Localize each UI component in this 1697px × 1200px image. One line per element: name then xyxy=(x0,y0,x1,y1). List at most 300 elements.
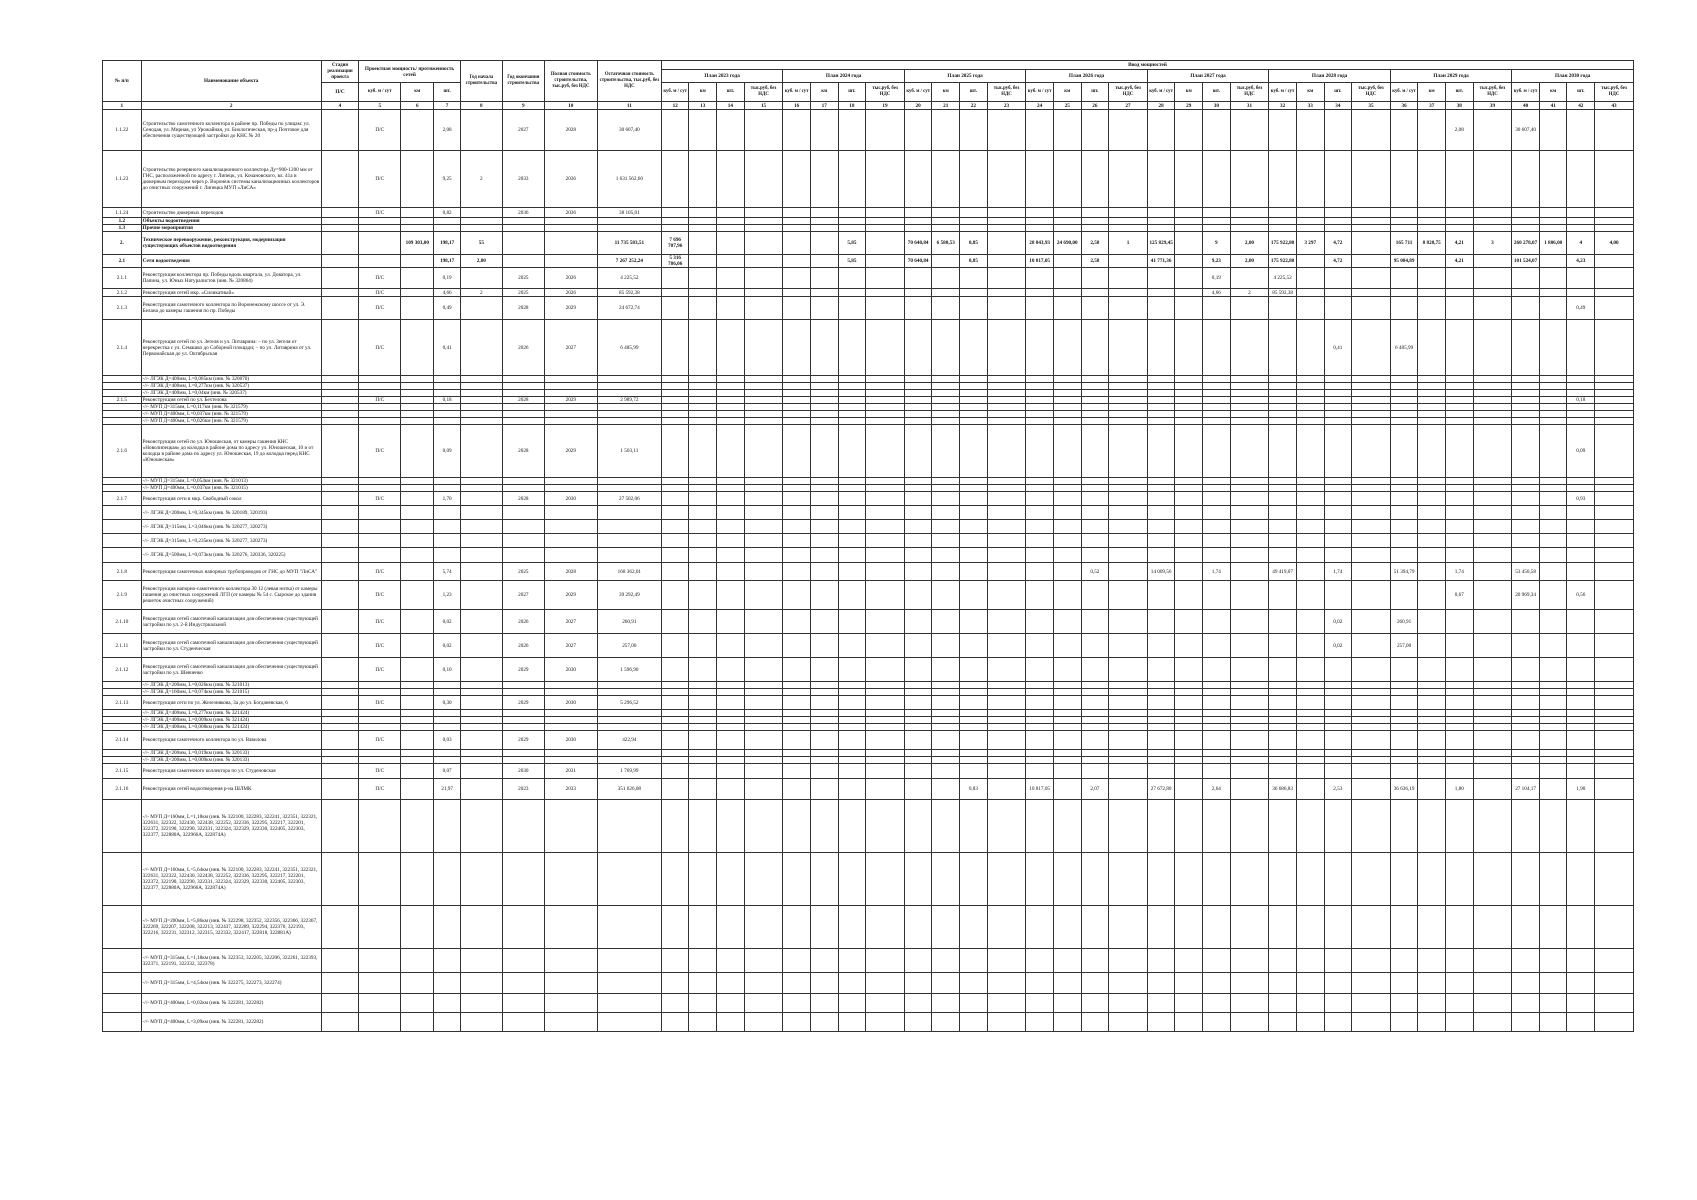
table-cell xyxy=(1026,906,1054,949)
table-cell xyxy=(661,208,689,218)
table-cell xyxy=(744,779,783,800)
table-row xyxy=(103,717,1634,724)
table-cell: 2,64 xyxy=(1203,779,1231,800)
table-cell xyxy=(717,689,745,696)
table-cell xyxy=(1324,297,1352,320)
table-cell xyxy=(1081,750,1109,757)
table-cell xyxy=(1567,750,1595,757)
table-cell xyxy=(1269,764,1297,779)
table-cell xyxy=(544,994,597,1013)
table-cell xyxy=(1324,750,1352,757)
table-cell xyxy=(1324,717,1352,724)
table-cell xyxy=(1269,548,1297,563)
table-cell xyxy=(321,218,359,225)
plan-unit-header: тыс.руб, без НДС xyxy=(987,83,1026,102)
table-cell xyxy=(866,717,905,724)
table-cell xyxy=(1109,390,1148,397)
table-cell xyxy=(434,478,461,485)
table-cell: 0,82 xyxy=(434,208,461,218)
table-cell xyxy=(1296,383,1324,390)
table-cell: 0,85 xyxy=(960,255,988,268)
table-cell xyxy=(1230,581,1269,610)
object-name: -//- ЛГЭК Д=500мм, L=0,073км (инв. № 320276, 320336, 320225) xyxy=(141,548,321,563)
table-cell xyxy=(321,853,359,906)
table-cell xyxy=(1352,800,1391,853)
table-cell xyxy=(1175,534,1203,548)
table-cell xyxy=(1473,534,1512,548)
table-cell xyxy=(1026,724,1054,731)
object-name: -//- МУП Д=400мм, L=0,037км (инв. № 321579) xyxy=(141,411,321,418)
table-cell xyxy=(1473,478,1512,485)
row-number: 2.1.15 xyxy=(103,764,142,779)
table-cell xyxy=(838,1013,866,1032)
table-cell xyxy=(1053,994,1081,1013)
table-cell xyxy=(1595,800,1634,853)
table-cell xyxy=(904,717,932,724)
object-name: Реконструкция сети в мкр. Свободный сокол xyxy=(141,492,321,506)
table-cell xyxy=(689,492,717,506)
table-cell: 85 592,38 xyxy=(597,289,661,297)
table-cell xyxy=(932,218,960,225)
table-cell xyxy=(1418,320,1446,376)
table-cell xyxy=(904,581,932,610)
table-cell xyxy=(904,110,932,151)
table-cell xyxy=(1147,404,1175,411)
row-number xyxy=(103,1013,142,1032)
table-cell xyxy=(904,689,932,696)
table-cell: 0,09 xyxy=(1567,425,1595,478)
table-cell xyxy=(838,218,866,225)
table-cell xyxy=(1147,520,1175,534)
table-cell xyxy=(1203,506,1231,520)
table-cell xyxy=(1473,110,1512,151)
table-cell xyxy=(434,750,461,757)
table-cell xyxy=(689,724,717,731)
table-cell xyxy=(1269,397,1297,404)
table-cell xyxy=(866,289,905,297)
table-cell xyxy=(1175,411,1203,418)
table-cell xyxy=(321,404,359,411)
table-cell xyxy=(661,800,689,853)
table-cell xyxy=(1418,973,1446,994)
table-cell xyxy=(1512,425,1540,478)
table-cell xyxy=(460,634,502,658)
table-cell xyxy=(1147,425,1175,478)
table-cell xyxy=(1352,548,1391,563)
table-cell xyxy=(1324,151,1352,208)
table-cell xyxy=(1175,383,1203,390)
table-cell xyxy=(689,225,717,232)
row-number: 2. xyxy=(103,232,142,255)
table-cell xyxy=(717,297,745,320)
table-cell xyxy=(717,634,745,658)
table-cell xyxy=(987,689,1026,696)
table-cell xyxy=(1053,800,1081,853)
table-cell xyxy=(502,994,544,1013)
table-cell xyxy=(1539,581,1567,610)
table-cell xyxy=(1324,397,1352,404)
table-cell xyxy=(1512,534,1540,548)
table-cell xyxy=(838,418,866,425)
table-cell xyxy=(1595,218,1634,225)
table-cell xyxy=(866,232,905,255)
table-cell xyxy=(744,520,783,534)
table-cell xyxy=(744,949,783,973)
table-cell xyxy=(866,225,905,232)
table-cell xyxy=(661,376,689,383)
table-cell xyxy=(1026,485,1054,492)
table-cell: 2,00 xyxy=(1230,255,1269,268)
table-cell xyxy=(1567,563,1595,581)
table-cell xyxy=(783,268,811,289)
table-cell xyxy=(1081,949,1109,973)
table-cell xyxy=(1324,994,1352,1013)
table-cell xyxy=(1352,563,1391,581)
object-name: -//- ЛГЭК Д=200мм, L=0,026км (инв. № 321013) xyxy=(141,682,321,689)
table-cell xyxy=(1230,689,1269,696)
table-cell xyxy=(744,225,783,232)
table-cell: 2033 xyxy=(544,779,597,800)
table-cell xyxy=(321,634,359,658)
table-cell xyxy=(401,764,434,779)
table-cell: 2,00 xyxy=(1230,232,1269,255)
table-cell xyxy=(1595,268,1634,289)
table-cell xyxy=(783,710,811,717)
table-cell xyxy=(1269,151,1297,208)
table-cell xyxy=(1053,208,1081,218)
table-cell: 2 989,72 xyxy=(597,397,661,404)
table-cell xyxy=(987,973,1026,994)
table-cell xyxy=(597,506,661,520)
table-cell xyxy=(1109,534,1148,548)
table-cell xyxy=(1081,289,1109,297)
table-cell xyxy=(321,289,359,297)
table-cell xyxy=(1147,634,1175,658)
table-cell xyxy=(1053,750,1081,757)
table-cell xyxy=(502,973,544,994)
table-cell xyxy=(1230,548,1269,563)
table-cell xyxy=(1081,485,1109,492)
table-cell xyxy=(1473,724,1512,731)
table-cell xyxy=(1446,411,1474,418)
object-name: -//- МУП Д=400мм, L=3,09км (инв. № 322281, 322282) xyxy=(141,1013,321,1032)
table-cell xyxy=(1390,696,1418,710)
table-cell: 2029 xyxy=(544,397,597,404)
table-cell xyxy=(1473,411,1512,418)
table-cell xyxy=(689,764,717,779)
table-cell xyxy=(1230,506,1269,520)
table-cell xyxy=(1203,151,1231,208)
table-cell xyxy=(960,724,988,731)
table-cell xyxy=(460,208,502,218)
table-cell xyxy=(1269,710,1297,717)
table-row xyxy=(103,658,1634,682)
column-number: 5 xyxy=(359,102,401,110)
table-cell xyxy=(689,376,717,383)
table-cell xyxy=(783,255,811,268)
table-cell xyxy=(359,710,401,717)
table-cell xyxy=(1026,297,1054,320)
table-cell xyxy=(1203,731,1231,750)
table-cell xyxy=(689,581,717,610)
table-cell xyxy=(1081,411,1109,418)
table-cell xyxy=(597,906,661,949)
table-cell: 2029 xyxy=(544,297,597,320)
table-cell xyxy=(717,779,745,800)
table-cell xyxy=(502,376,544,383)
table-cell xyxy=(597,800,661,853)
table-cell xyxy=(838,994,866,1013)
table-cell xyxy=(1081,383,1109,390)
table-cell xyxy=(904,1013,932,1032)
table-cell xyxy=(460,764,502,779)
table-cell xyxy=(1203,297,1231,320)
table-cell: 0,02 xyxy=(1324,634,1352,658)
table-cell xyxy=(1230,750,1269,757)
table-cell xyxy=(1352,853,1391,906)
table-cell xyxy=(987,492,1026,506)
table-cell: 28 843,93 xyxy=(1026,232,1054,255)
table-cell xyxy=(1352,764,1391,779)
table-cell xyxy=(1539,696,1567,710)
table-cell: 257,00 xyxy=(1390,634,1418,658)
table-cell xyxy=(1512,853,1540,906)
table-cell xyxy=(960,634,988,658)
table-cell xyxy=(866,390,905,397)
table-cell xyxy=(1053,563,1081,581)
table-cell xyxy=(597,949,661,973)
table-cell xyxy=(1539,689,1567,696)
table-cell xyxy=(689,397,717,404)
table-cell xyxy=(960,800,988,853)
table-cell xyxy=(838,225,866,232)
table-cell xyxy=(1352,634,1391,658)
table-cell xyxy=(838,151,866,208)
table-cell xyxy=(810,485,838,492)
table-cell xyxy=(1026,548,1054,563)
table-cell: 39 292,49 xyxy=(597,581,661,610)
table-cell xyxy=(401,151,434,208)
table-cell xyxy=(1081,404,1109,411)
table-cell xyxy=(1473,689,1512,696)
object-name: -//- МУП Д=315мм, L=1,18км (инв. № 322353, 322205, 322206, 322261, 322393, 322371, 322191, 322332, 322378) xyxy=(141,949,321,973)
table-cell xyxy=(744,717,783,724)
table-cell xyxy=(544,383,597,390)
table-cell xyxy=(689,973,717,994)
table-cell xyxy=(1512,478,1540,485)
table-cell xyxy=(810,397,838,404)
table-cell xyxy=(783,225,811,232)
table-cell: 0,67 xyxy=(1446,581,1474,610)
plan-unit-header: тыс.руб, без НДС xyxy=(744,83,783,102)
plan-unit-header: шт. xyxy=(717,83,745,102)
table-cell xyxy=(717,492,745,506)
table-cell xyxy=(689,297,717,320)
table-cell xyxy=(1539,383,1567,390)
table-cell xyxy=(1595,994,1634,1013)
table-cell xyxy=(597,520,661,534)
table-cell xyxy=(1567,268,1595,289)
table-cell xyxy=(810,581,838,610)
table-cell xyxy=(838,289,866,297)
table-cell xyxy=(1175,110,1203,151)
table-cell xyxy=(1296,289,1324,297)
row-number xyxy=(103,689,142,696)
table-cell xyxy=(401,682,434,689)
table-cell: 2026 xyxy=(502,634,544,658)
table-cell xyxy=(1296,994,1324,1013)
table-cell xyxy=(1446,724,1474,731)
table-cell xyxy=(932,520,960,534)
table-cell xyxy=(502,418,544,425)
table-row xyxy=(103,425,1634,478)
table-cell xyxy=(434,724,461,731)
table-cell xyxy=(783,800,811,853)
table-cell xyxy=(810,478,838,485)
table-cell xyxy=(1446,906,1474,949)
table-cell xyxy=(744,610,783,634)
table-cell xyxy=(744,682,783,689)
object-name: -//- МУП Д=160мм, L=5,64км (инв. № 322100, 322283, 322241, 322351, 322321, 322631, 322322, 322430, 322438, 322252, 322336, 322295, 322217, 322201, 322372, 322190, 322290, 322331, 322324, 322329, 322330, 322405, 322303, 322377, 322880А, 322966А, 322874А) xyxy=(141,853,321,906)
table-cell xyxy=(502,534,544,548)
table-cell xyxy=(460,268,502,289)
table-cell: 5,85 xyxy=(838,255,866,268)
table-cell xyxy=(1026,397,1054,404)
table-cell xyxy=(1473,485,1512,492)
table-cell xyxy=(321,320,359,376)
table-cell xyxy=(689,717,717,724)
table-cell xyxy=(1595,1013,1634,1032)
table-cell xyxy=(932,581,960,610)
table-cell xyxy=(960,397,988,404)
table-cell xyxy=(359,682,401,689)
table-cell xyxy=(1595,397,1634,404)
table-cell xyxy=(359,949,401,973)
table-cell xyxy=(460,717,502,724)
table-cell xyxy=(1539,110,1567,151)
row-number: 2.1.2 xyxy=(103,289,142,297)
row-number: 2.1.9 xyxy=(103,581,142,610)
table-cell xyxy=(1053,906,1081,949)
row-number: 2.1.16 xyxy=(103,779,142,800)
table-cell xyxy=(810,724,838,731)
table-cell xyxy=(904,289,932,297)
table-cell xyxy=(1539,208,1567,218)
table-cell xyxy=(1203,949,1231,973)
column-number: 16 xyxy=(783,102,811,110)
table-cell xyxy=(1269,610,1297,634)
table-cell xyxy=(1147,268,1175,289)
table-cell xyxy=(1390,724,1418,731)
table-cell xyxy=(987,425,1026,478)
table-cell xyxy=(744,731,783,750)
table-cell xyxy=(1473,610,1512,634)
table-cell xyxy=(1053,1013,1081,1032)
table-cell xyxy=(1053,418,1081,425)
table-cell xyxy=(1203,418,1231,425)
table-cell xyxy=(1053,949,1081,973)
table-cell xyxy=(1081,218,1109,225)
table-cell xyxy=(1352,397,1391,404)
table-cell xyxy=(1595,853,1634,906)
table-cell xyxy=(1567,800,1595,853)
table-cell xyxy=(1109,297,1148,320)
table-cell xyxy=(401,696,434,710)
table-cell xyxy=(689,218,717,225)
table-cell xyxy=(838,710,866,717)
table-cell xyxy=(987,750,1026,757)
table-cell xyxy=(783,297,811,320)
table-cell xyxy=(1512,208,1540,218)
table-cell: 1 886,00 xyxy=(1539,232,1567,255)
table-cell xyxy=(717,853,745,906)
table-cell xyxy=(401,404,434,411)
row-number xyxy=(103,376,142,383)
column-number: 34 xyxy=(1324,102,1352,110)
table-cell xyxy=(1595,717,1634,724)
plan-year-header: План 2027 года xyxy=(1147,70,1268,83)
column-number: 27 xyxy=(1109,102,1148,110)
table-cell xyxy=(1081,731,1109,750)
table-cell xyxy=(1390,717,1418,724)
table-cell xyxy=(359,994,401,1013)
table-cell xyxy=(1230,218,1269,225)
table-cell xyxy=(401,581,434,610)
table-cell xyxy=(1418,383,1446,390)
table-cell: П/С xyxy=(359,492,401,506)
table-cell xyxy=(359,255,401,268)
column-number: 40 xyxy=(1512,102,1540,110)
table-cell xyxy=(1390,411,1418,418)
table-cell xyxy=(1418,717,1446,724)
table-cell xyxy=(1081,208,1109,218)
table-cell xyxy=(1230,994,1269,1013)
table-cell: 3 xyxy=(1473,232,1512,255)
table-cell xyxy=(1567,411,1595,418)
col-header-name: Наименование объекта xyxy=(141,61,321,102)
table-cell xyxy=(1230,534,1269,548)
table-cell xyxy=(866,994,905,1013)
table-cell xyxy=(1296,610,1324,634)
table-cell xyxy=(1352,610,1391,634)
row-number xyxy=(103,682,142,689)
stage-sub-header: П/С xyxy=(321,83,359,102)
table-cell xyxy=(1539,425,1567,478)
table-cell: 2031 xyxy=(544,764,597,779)
table-cell xyxy=(1269,634,1297,658)
table-cell xyxy=(987,232,1026,255)
table-cell xyxy=(689,268,717,289)
table-cell xyxy=(1390,906,1418,949)
table-cell xyxy=(1567,731,1595,750)
table-cell xyxy=(717,390,745,397)
row-number xyxy=(103,548,142,563)
table-cell xyxy=(744,232,783,255)
table-cell xyxy=(1147,208,1175,218)
table-cell xyxy=(1390,757,1418,764)
table-cell: 2025 xyxy=(502,289,544,297)
table-cell xyxy=(1230,320,1269,376)
table-cell xyxy=(1512,710,1540,717)
table-cell xyxy=(1390,404,1418,411)
table-cell xyxy=(1418,268,1446,289)
table-cell xyxy=(1418,548,1446,563)
table-cell xyxy=(460,973,502,994)
table-cell xyxy=(1296,255,1324,268)
table-cell xyxy=(1175,689,1203,696)
table-cell xyxy=(987,658,1026,682)
table-cell: 10 817,05 xyxy=(1026,255,1054,268)
